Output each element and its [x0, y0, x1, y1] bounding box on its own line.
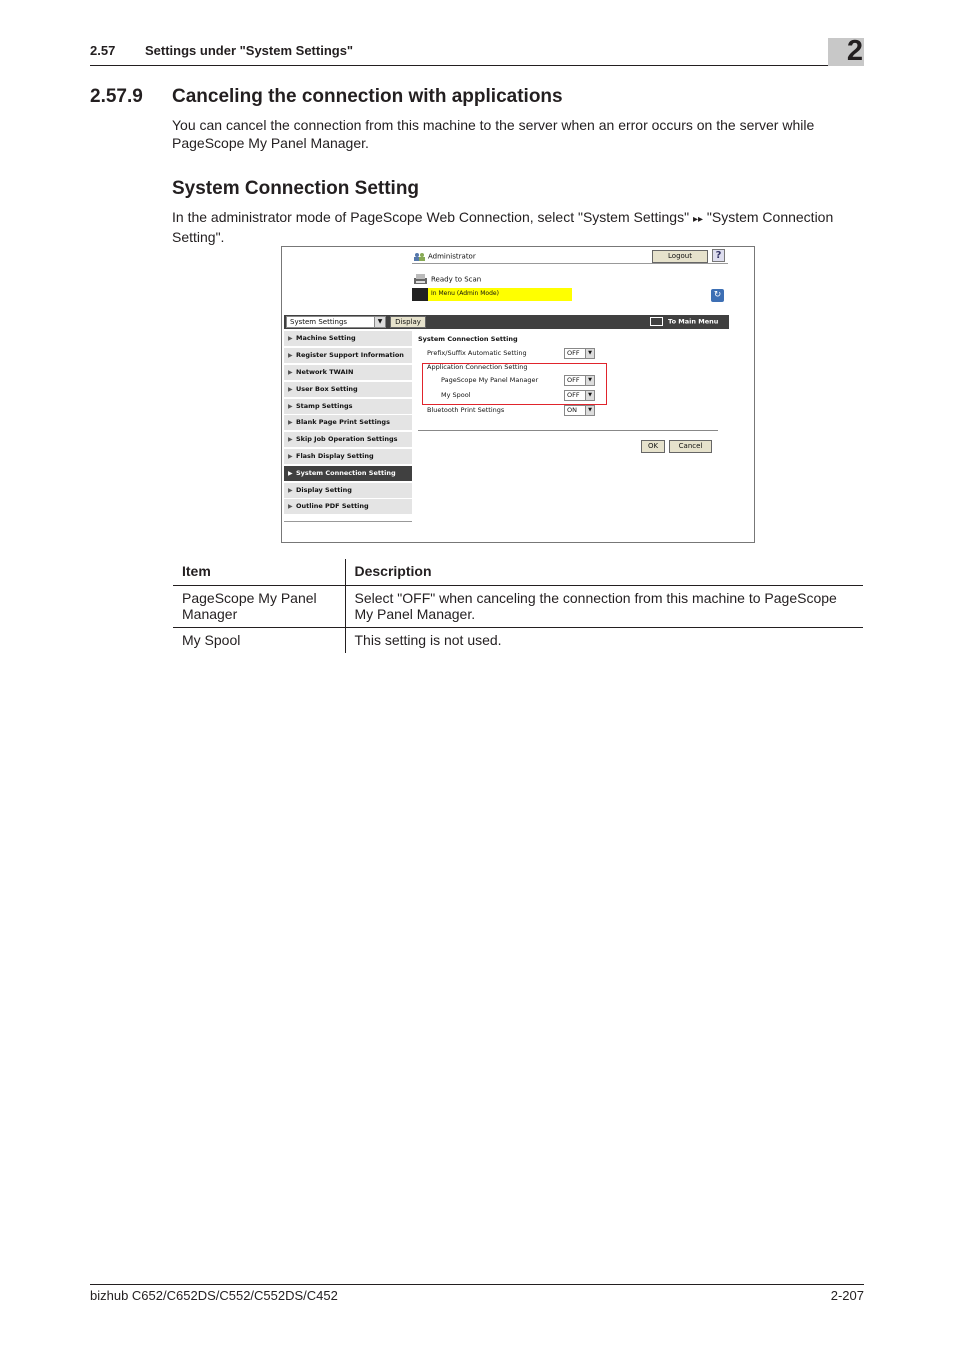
dropdown-arrow-icon: ▼: [374, 317, 385, 327]
section-heading: 2.57 Settings under "System Settings": [90, 43, 354, 58]
settings-table: [173, 559, 863, 653]
menu-arrow-icon: ▶: [288, 487, 293, 494]
column-header-item: Item: [173, 559, 345, 585]
page-title: 2.57.9 Canceling the connection with applications: [90, 86, 563, 107]
bluetooth-select[interactable]: ON ▼: [564, 405, 595, 416]
prefix-suffix-label: Prefix/Suffix Automatic Setting: [427, 349, 527, 357]
running-header: [90, 42, 864, 66]
printer-icon: [413, 274, 428, 285]
cancel-button[interactable]: Cancel: [669, 440, 712, 453]
dropdown-arrow-icon: ▼: [585, 406, 594, 415]
ok-button[interactable]: OK: [641, 440, 665, 453]
display-button[interactable]: Display: [390, 316, 426, 328]
menu-item-network-twain[interactable]: ▶ Network TWAIN: [284, 365, 412, 381]
page-footer: [90, 1284, 864, 1303]
menu-item-register-support[interactable]: ▶ Register Support Information: [284, 348, 412, 364]
my-spool-label: My Spool: [441, 391, 471, 399]
menu-arrow-icon: ▶: [288, 453, 293, 460]
user-icon: [414, 252, 425, 261]
help-icon[interactable]: ?: [712, 249, 725, 262]
machine-icon: [412, 288, 428, 301]
table-header-row: [173, 559, 863, 585]
menu-item-display-setting[interactable]: ▶ Display Setting: [284, 483, 412, 499]
subheading: System Connection Setting: [172, 178, 420, 199]
pagescope-label: PageScope My Panel Manager: [441, 376, 539, 384]
dropdown-arrow-icon: ▼: [585, 391, 594, 400]
menu-item-machine-setting[interactable]: ▶ Machine Setting: [284, 331, 412, 347]
bluetooth-label: Bluetooth Print Settings: [427, 406, 505, 414]
content-title: System Connection Setting: [418, 335, 518, 343]
web-connection-screenshot: [281, 246, 755, 543]
menu-item-skip-job[interactable]: ▶ Skip Job Operation Settings: [284, 432, 412, 448]
table-cell-item: My Spool: [173, 627, 345, 653]
chapter-number-box: 2: [828, 38, 864, 66]
menu-item-system-connection[interactable]: ▶ System Connection Setting: [284, 466, 412, 482]
menu-item-flash-display[interactable]: ▶ Flash Display Setting: [284, 449, 412, 465]
my-spool-select[interactable]: OFF ▼: [564, 390, 595, 401]
divider: [418, 430, 718, 431]
double-arrow-icon: ▸▸: [692, 214, 703, 225]
logout-button[interactable]: Logout: [652, 250, 708, 263]
table-cell-description: Select "OFF" when canceling the connection from this machine to PageScope My Panel Manager.: [345, 585, 863, 627]
menu-item-user-box[interactable]: ▶ User Box Setting: [284, 382, 412, 398]
menu-item-stamp[interactable]: ▶ Stamp Settings: [284, 399, 412, 415]
table-row: [173, 627, 863, 653]
menu-arrow-icon: ▶: [288, 403, 293, 410]
menu-arrow-icon: ▶: [288, 335, 293, 342]
dropdown-arrow-icon: ▼: [585, 349, 594, 358]
divider: [284, 521, 412, 522]
main-menu-icon: [650, 317, 663, 326]
table-cell-description: This setting is not used.: [354, 631, 502, 648]
divider: [412, 263, 728, 264]
column-header-description: Description: [345, 559, 863, 585]
table-cell-item: PageScope My Panel Manager: [173, 585, 345, 627]
menu-arrow-icon: ▶: [288, 503, 293, 510]
category-select[interactable]: System Settings ▼: [286, 316, 386, 328]
menu-arrow-icon: ▶: [288, 386, 293, 393]
menu-arrow-icon: ▶: [288, 436, 293, 443]
table-row: [173, 585, 863, 627]
dropdown-arrow-icon: ▼: [585, 376, 594, 385]
prefix-suffix-select[interactable]: OFF ▼: [564, 348, 595, 359]
refresh-icon[interactable]: ↻: [711, 289, 724, 302]
app-connection-label: Application Connection Setting: [427, 363, 528, 371]
footer-page-number: 2-207: [830, 1288, 864, 1303]
menu-arrow-icon: ▶: [288, 369, 293, 376]
user-row: Administrator: [414, 252, 476, 261]
intro-paragraph: You can cancel the connection from this machine to the server when an error occurs on the server while PageScope My Panel Manager.: [172, 117, 815, 151]
menu-arrow-icon: ▶: [288, 419, 293, 426]
menu-item-outline-pdf[interactable]: ▶ Outline PDF Setting: [284, 499, 412, 515]
pagescope-select[interactable]: OFF ▼: [564, 375, 595, 386]
to-main-menu-link[interactable]: To Main Menu: [650, 317, 718, 326]
footer-model: bizhub C652/C652DS/C552/C552DS/C452: [90, 1288, 338, 1303]
status-ready: Ready to Scan: [413, 274, 481, 285]
menu-item-blank-page[interactable]: ▶ Blank Page Print Settings: [284, 415, 412, 431]
instruction-paragraph: In the administrator mode of PageScope Web Connection, select "System Settings" ▸▸ "System Connection Setting".: [172, 209, 834, 245]
status-admin-mode: In Menu (Admin Mode): [412, 288, 572, 301]
menu-arrow-icon: ▶: [288, 352, 293, 359]
menu-arrow-icon: ▶: [288, 470, 293, 477]
